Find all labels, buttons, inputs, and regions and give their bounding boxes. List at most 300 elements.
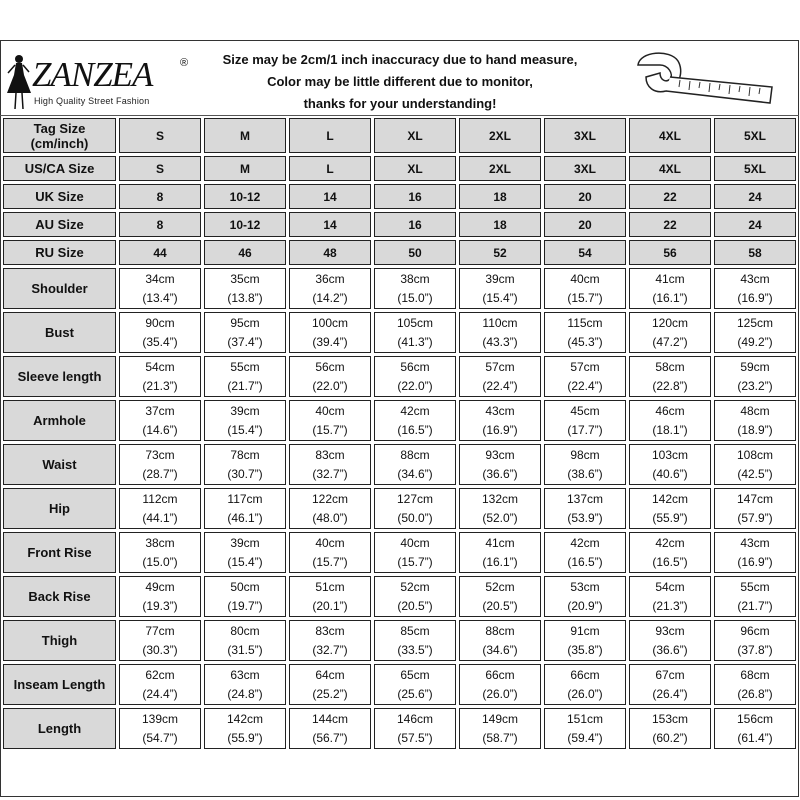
au-size-row [3, 212, 796, 237]
cm-value: 43cm [740, 535, 770, 550]
measurement-cell [119, 356, 201, 397]
cm-value: 100cm [311, 315, 349, 330]
row-label: Inseam Length [3, 664, 116, 705]
cm-value: 54cm [655, 579, 685, 594]
measurement-cell [289, 620, 371, 661]
cm-value: 55cm [230, 359, 260, 374]
measurement-cell [289, 400, 371, 441]
inch-value: (54.7”) [142, 730, 178, 745]
inseam-length-row [3, 664, 796, 705]
measurement-cell [204, 708, 286, 749]
inch-value: (14.2”) [312, 290, 348, 305]
measurement-cell [714, 268, 796, 309]
inch-value: (15.7”) [312, 422, 348, 437]
measurement-cell [374, 620, 456, 661]
inch-value: (23.2”) [737, 378, 773, 393]
measurement-cell [629, 356, 711, 397]
measurement-cell [459, 356, 541, 397]
measurement-cell [289, 268, 371, 309]
cm-value: 73cm [145, 447, 175, 462]
measurement-cell [204, 620, 286, 661]
cm-value: 38cm [400, 271, 430, 286]
inch-value: (15.7”) [567, 290, 603, 305]
cm-value: 96cm [740, 623, 770, 638]
back-rise-row [3, 576, 796, 617]
measurement-cell [289, 356, 371, 397]
tag-size-cell: 3XL [544, 118, 626, 153]
measurement-cell [374, 312, 456, 353]
cm-value: 40cm [315, 403, 345, 418]
inch-value: (15.0”) [142, 554, 178, 569]
front-rise-row [3, 532, 796, 573]
inch-value: (24.4”) [142, 686, 178, 701]
cm-value: 40cm [570, 271, 600, 286]
inch-value: (14.6”) [142, 422, 178, 437]
cm-value: 88cm [485, 623, 515, 638]
size-value-cell: 2XL [459, 156, 541, 181]
measurement-cell [289, 708, 371, 749]
measurement-cell [374, 400, 456, 441]
cm-value: 90cm [145, 315, 175, 330]
cm-value: 52cm [400, 579, 430, 594]
size-value-cell: 58 [714, 240, 796, 265]
inch-value: (19.7”) [227, 598, 263, 613]
size-value-cell: 14 [289, 184, 371, 209]
size-value-cell: 56 [629, 240, 711, 265]
measurement-cell [119, 312, 201, 353]
cm-value: 142cm [651, 491, 689, 506]
cm-value: 117cm [227, 491, 263, 506]
cm-value: 120cm [651, 315, 689, 330]
measurement-cell [119, 488, 201, 529]
cm-value: 78cm [230, 447, 260, 462]
measurement-cell [714, 444, 796, 485]
inch-value: (16.5”) [397, 422, 433, 437]
inch-value: (35.4”) [142, 334, 178, 349]
inch-value: (25.6”) [397, 686, 433, 701]
measurement-cell [289, 444, 371, 485]
size-value-cell: 22 [629, 184, 711, 209]
size-value-cell: XL [374, 156, 456, 181]
cm-value: 83cm [315, 447, 345, 462]
cm-value: 98cm [570, 447, 600, 462]
inch-value: (50.0”) [397, 510, 433, 525]
bust-row [3, 312, 796, 353]
measurement-cell [544, 488, 626, 529]
inch-value: (48.0”) [312, 510, 348, 525]
inch-value: (20.9”) [567, 598, 603, 613]
uk-size-row [3, 184, 796, 209]
cm-value: 103cm [651, 447, 689, 462]
inch-value: (38.6”) [567, 466, 603, 481]
cm-value: 144cm [311, 711, 349, 726]
inch-value: (26.0”) [482, 686, 518, 701]
measurement-cell [459, 444, 541, 485]
inch-value: (37.8”) [737, 642, 773, 657]
measurement-cell [374, 356, 456, 397]
cm-value: 66cm [485, 667, 515, 682]
dress-figure-icon [4, 53, 34, 111]
size-value-cell: 16 [374, 212, 456, 237]
measurement-cell [119, 532, 201, 573]
row-label: UK Size [3, 184, 116, 209]
measuring-tape-icon [630, 47, 780, 109]
measurement-cell [289, 576, 371, 617]
measurement-cell [629, 488, 711, 529]
cm-value: 85cm [400, 623, 430, 638]
measurement-cell [714, 708, 796, 749]
measurement-cell [459, 312, 541, 353]
inch-value: (17.7”) [567, 422, 603, 437]
inch-value: (21.7”) [737, 598, 773, 613]
cm-value: 147cm [736, 491, 774, 506]
tag-size-cell: 4XL [629, 118, 711, 153]
inch-value: (21.7”) [227, 378, 263, 393]
inch-value: (15.4”) [227, 554, 263, 569]
inch-value: (34.6”) [397, 466, 433, 481]
inch-value: (36.6”) [652, 642, 688, 657]
measurement-cell [714, 488, 796, 529]
cm-value: 137cm [566, 491, 604, 506]
cm-value: 80cm [230, 623, 260, 638]
cm-value: 46cm [655, 403, 685, 418]
cm-value: 53cm [570, 579, 600, 594]
cm-value: 58cm [655, 359, 685, 374]
inch-value: (22.4”) [482, 378, 518, 393]
inch-value: (57.5”) [397, 730, 433, 745]
cm-value: 57cm [485, 359, 515, 374]
inch-value: (20.1”) [312, 598, 348, 613]
inch-value: (30.3”) [142, 642, 178, 657]
measurement-cell [629, 268, 711, 309]
cm-value: 39cm [485, 271, 515, 286]
tag-size-label [3, 118, 116, 153]
cm-value: 110cm [482, 315, 518, 330]
size-value-cell: 20 [544, 184, 626, 209]
registered-mark: ® [180, 57, 189, 69]
size-table [0, 115, 799, 752]
row-label: US/CA Size [3, 156, 116, 181]
size-value-cell: 54 [544, 240, 626, 265]
measurement-cell [204, 664, 286, 705]
inch-value: (55.9”) [652, 510, 688, 525]
measurement-cell [459, 576, 541, 617]
cm-value: 41cm [655, 271, 685, 286]
row-label: Shoulder [3, 268, 116, 309]
size-value-cell: 24 [714, 184, 796, 209]
size-value-cell: 8 [119, 184, 201, 209]
cm-value: 43cm [485, 403, 515, 418]
inch-value: (60.2”) [652, 730, 688, 745]
measurement-cell [289, 312, 371, 353]
cm-value: 56cm [315, 359, 345, 374]
cm-value: 142cm [226, 711, 264, 726]
tag-size-row [3, 118, 796, 153]
measurement-cell [204, 532, 286, 573]
cm-value: 68cm [740, 667, 770, 682]
measurement-cell [544, 268, 626, 309]
inch-value: (24.8”) [227, 686, 263, 701]
row-label: Thigh [3, 620, 116, 661]
row-label: AU Size [3, 212, 116, 237]
inch-value: (55.9”) [227, 730, 263, 745]
brand-name: ZANZEA [32, 55, 153, 94]
inch-value: (57.9”) [737, 510, 773, 525]
cm-value: 40cm [315, 535, 345, 550]
brand-tagline: High Quality Street Fashion [34, 96, 150, 106]
inch-value: (32.7”) [312, 466, 348, 481]
cm-value: 108cm [736, 447, 774, 462]
size-value-cell: L [289, 156, 371, 181]
cm-value: 51cm [315, 579, 345, 594]
cm-value: 127cm [396, 491, 434, 506]
measurement-cell [629, 532, 711, 573]
measurement-cell [544, 444, 626, 485]
length-row [3, 708, 796, 749]
inch-value: (15.4”) [227, 422, 263, 437]
cm-value: 146cm [396, 711, 434, 726]
cm-value: 132cm [481, 491, 519, 506]
tag-size-cell: XL [374, 118, 456, 153]
inch-value: (25.2”) [312, 686, 348, 701]
tag-size-label-unit: (cm/inch) [30, 135, 89, 151]
row-label: Hip [3, 488, 116, 529]
cm-value: 42cm [570, 535, 600, 550]
row-label: Front Rise [3, 532, 116, 573]
size-value-cell: 10-12 [204, 184, 286, 209]
cm-value: 125cm [736, 315, 774, 330]
cm-value: 40cm [400, 535, 430, 550]
inch-value: (36.6”) [482, 466, 518, 481]
cm-value: 62cm [145, 667, 175, 682]
measurement-cell [119, 664, 201, 705]
size-value-cell: 10-12 [204, 212, 286, 237]
measurement-cell [374, 576, 456, 617]
measurement-cell [374, 488, 456, 529]
size-chart-header [0, 41, 799, 116]
size-value-cell: 4XL [629, 156, 711, 181]
cm-value: 122cm [311, 491, 349, 506]
row-label: Armhole [3, 400, 116, 441]
cm-value: 55cm [740, 579, 770, 594]
inch-value: (15.0”) [397, 290, 433, 305]
row-label: Waist [3, 444, 116, 485]
size-value-cell: 46 [204, 240, 286, 265]
size-value-cell: 5XL [714, 156, 796, 181]
size-value-cell: 8 [119, 212, 201, 237]
size-value-cell: 24 [714, 212, 796, 237]
inch-value: (20.5”) [482, 598, 518, 613]
inch-value: (16.5”) [652, 554, 688, 569]
measurement-cell [289, 532, 371, 573]
size-value-cell: 3XL [544, 156, 626, 181]
inch-value: (13.4”) [142, 290, 178, 305]
cm-value: 93cm [485, 447, 515, 462]
measurement-cell [374, 532, 456, 573]
inch-value: (31.5”) [227, 642, 263, 657]
inch-value: (15.7”) [312, 554, 348, 569]
inch-value: (20.5”) [397, 598, 433, 613]
inch-value: (30.7”) [227, 466, 263, 481]
measurement-cell [374, 664, 456, 705]
inch-value: (15.7”) [397, 554, 433, 569]
measurement-cell [714, 576, 796, 617]
cm-value: 67cm [655, 667, 685, 682]
inch-value: (61.4”) [737, 730, 773, 745]
cm-value: 49cm [145, 579, 175, 594]
measurement-cell [459, 532, 541, 573]
inch-value: (21.3”) [142, 378, 178, 393]
inch-value: (28.7”) [142, 466, 178, 481]
measurement-cell [204, 312, 286, 353]
measurement-cell [544, 312, 626, 353]
inch-value: (13.8”) [227, 290, 263, 305]
measurement-cell [119, 620, 201, 661]
inch-value: (46.1”) [227, 510, 263, 525]
inch-value: (22.4”) [567, 378, 603, 393]
measurement-cell [119, 400, 201, 441]
measurement-cell [544, 708, 626, 749]
cm-value: 38cm [145, 535, 175, 550]
cm-value: 139cm [141, 711, 179, 726]
size-value-cell: 16 [374, 184, 456, 209]
inch-value: (22.0”) [397, 378, 433, 393]
measurement-cell [374, 268, 456, 309]
cm-value: 88cm [400, 447, 430, 462]
inch-value: (45.3”) [567, 334, 603, 349]
measurement-cell [629, 664, 711, 705]
tag-size-cell: 5XL [714, 118, 796, 153]
measurement-cell [629, 312, 711, 353]
tag-size-label-line: Tag Size [33, 120, 86, 136]
measurement-notice [205, 49, 595, 115]
inch-value: (33.5”) [397, 642, 433, 657]
cm-value: 105cm [396, 315, 434, 330]
measurement-cell [204, 576, 286, 617]
inch-value: (16.1”) [482, 554, 518, 569]
inch-value: (34.6”) [482, 642, 518, 657]
size-value-cell: 52 [459, 240, 541, 265]
measurement-cell [374, 708, 456, 749]
row-label: Back Rise [3, 576, 116, 617]
inch-value: (26.8”) [737, 686, 773, 701]
inch-value: (16.5”) [567, 554, 603, 569]
inch-value: (42.5”) [737, 466, 773, 481]
inch-value: (32.7”) [312, 642, 348, 657]
measurement-cell [119, 444, 201, 485]
measurement-cell [629, 620, 711, 661]
waist-row [3, 444, 796, 485]
cm-value: 57cm [570, 359, 600, 374]
row-label: Length [3, 708, 116, 749]
measurement-cell [119, 268, 201, 309]
inch-value: (16.9”) [737, 554, 773, 569]
measurement-cell [714, 356, 796, 397]
size-value-cell: 22 [629, 212, 711, 237]
tag-size-cell: S [119, 118, 201, 153]
inch-value: (18.1”) [652, 422, 688, 437]
inch-value: (26.0”) [567, 686, 603, 701]
size-value-cell: 20 [544, 212, 626, 237]
inch-value: (44.1”) [142, 510, 178, 525]
inch-value: (40.6”) [652, 466, 688, 481]
inch-value: (16.1”) [652, 290, 688, 305]
inch-value: (43.3”) [482, 334, 518, 349]
size-value-cell: 14 [289, 212, 371, 237]
cm-value: 36cm [315, 271, 345, 286]
cm-value: 37cm [145, 403, 175, 418]
row-label: Sleeve length [3, 356, 116, 397]
measurement-cell [544, 400, 626, 441]
cm-value: 112cm [142, 491, 178, 506]
inch-value: (21.3”) [652, 598, 688, 613]
cm-value: 93cm [655, 623, 685, 638]
tag-size-cell: 2XL [459, 118, 541, 153]
measurement-cell [459, 400, 541, 441]
measurement-cell [459, 620, 541, 661]
notice-line: Size may be 2cm/1 inch inaccuracy due to hand measure, [222, 52, 578, 67]
inch-value: (39.4”) [312, 334, 348, 349]
cm-value: 50cm [230, 579, 260, 594]
measurement-cell [714, 620, 796, 661]
measurement-cell [714, 532, 796, 573]
measurement-cell [629, 708, 711, 749]
tag-size-cell: L [289, 118, 371, 153]
cm-value: 91cm [570, 623, 600, 638]
cm-value: 34cm [145, 271, 175, 286]
measurement-cell [629, 444, 711, 485]
notice-line: Color may be little different due to monitor, [267, 74, 533, 89]
row-label: RU Size [3, 240, 116, 265]
measurement-cell [544, 356, 626, 397]
size-value-cell: S [119, 156, 201, 181]
us-ca-size-row [3, 156, 796, 181]
measurement-cell [459, 664, 541, 705]
inch-value: (47.2”) [652, 334, 688, 349]
cm-value: 39cm [230, 403, 260, 418]
measurement-cell [544, 576, 626, 617]
inch-value: (56.7”) [312, 730, 348, 745]
cm-value: 151cm [566, 711, 604, 726]
inch-value: (53.9”) [567, 510, 603, 525]
measurement-cell [119, 576, 201, 617]
inch-value: (15.4”) [482, 290, 518, 305]
cm-value: 149cm [481, 711, 519, 726]
size-value-cell: 18 [459, 212, 541, 237]
measurement-cell [714, 312, 796, 353]
measurement-cell [204, 356, 286, 397]
sleeve-length-row [3, 356, 796, 397]
cm-value: 156cm [736, 711, 774, 726]
measurement-cell [119, 708, 201, 749]
size-value-cell: M [204, 156, 286, 181]
cm-value: 48cm [740, 403, 770, 418]
cm-value: 95cm [230, 315, 260, 330]
measurement-cell [204, 400, 286, 441]
cm-value: 65cm [400, 667, 430, 682]
measurement-cell [204, 268, 286, 309]
tag-size-cell: M [204, 118, 286, 153]
size-value-cell: 48 [289, 240, 371, 265]
inch-value: (16.9”) [482, 422, 518, 437]
ru-size-row [3, 240, 796, 265]
measurement-cell [459, 488, 541, 529]
hip-row [3, 488, 796, 529]
inch-value: (35.8”) [567, 642, 603, 657]
cm-value: 66cm [570, 667, 600, 682]
inch-value: (22.8”) [652, 378, 688, 393]
cm-value: 56cm [400, 359, 430, 374]
